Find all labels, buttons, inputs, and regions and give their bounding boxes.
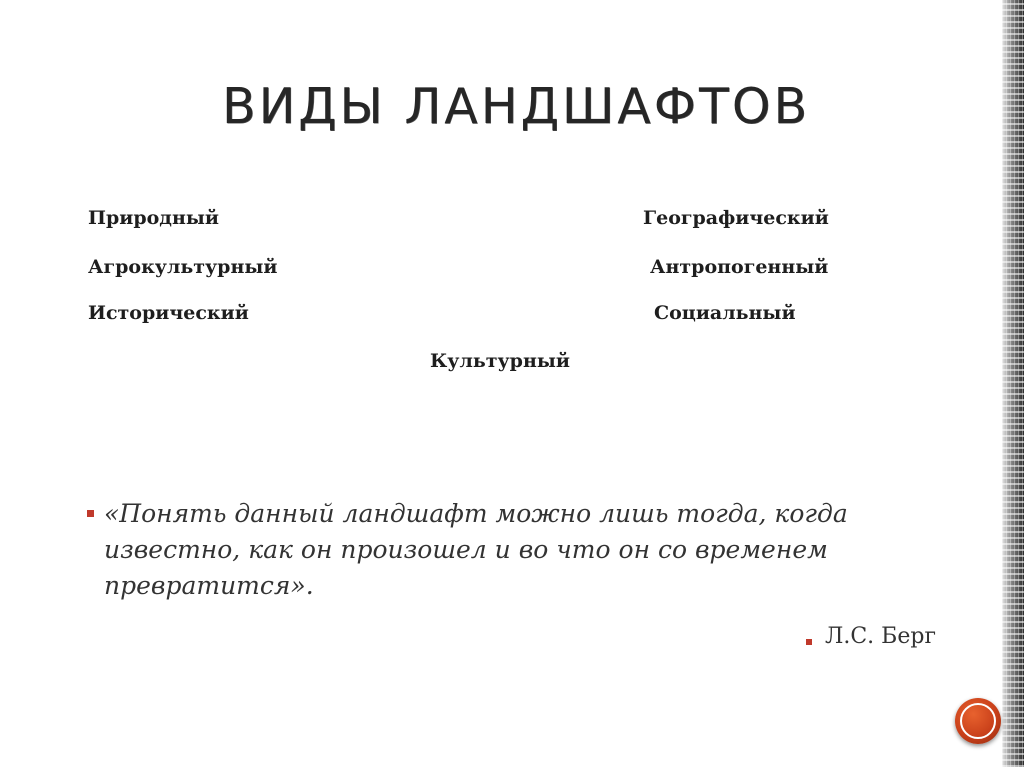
slide-title: ВИДЫ ЛАНДШАФТОВ: [222, 78, 811, 135]
quote-text: «Понять данный ландшафт можно лишь тогда, когда известно, как он произошел и во что он со временем превратится».: [104, 499, 848, 600]
slide-nav-button[interactable]: [955, 698, 1001, 744]
type-historical: Исторический: [88, 302, 249, 324]
circle-icon: [960, 703, 996, 739]
type-cultural: Культурный: [430, 350, 571, 372]
type-social: Социальный: [654, 302, 796, 324]
quote-bullet-icon: [87, 510, 94, 517]
author-bullet-icon: [806, 639, 812, 645]
type-agrocultural: Агрокультурный: [88, 256, 278, 278]
type-geographic: Географический: [643, 207, 829, 229]
type-natural: Природный: [88, 207, 219, 229]
edge-texture: [1002, 0, 1024, 767]
quote-author: Л.С. Берг: [825, 624, 936, 649]
type-anthropogenic: Антропогенный: [650, 256, 829, 278]
